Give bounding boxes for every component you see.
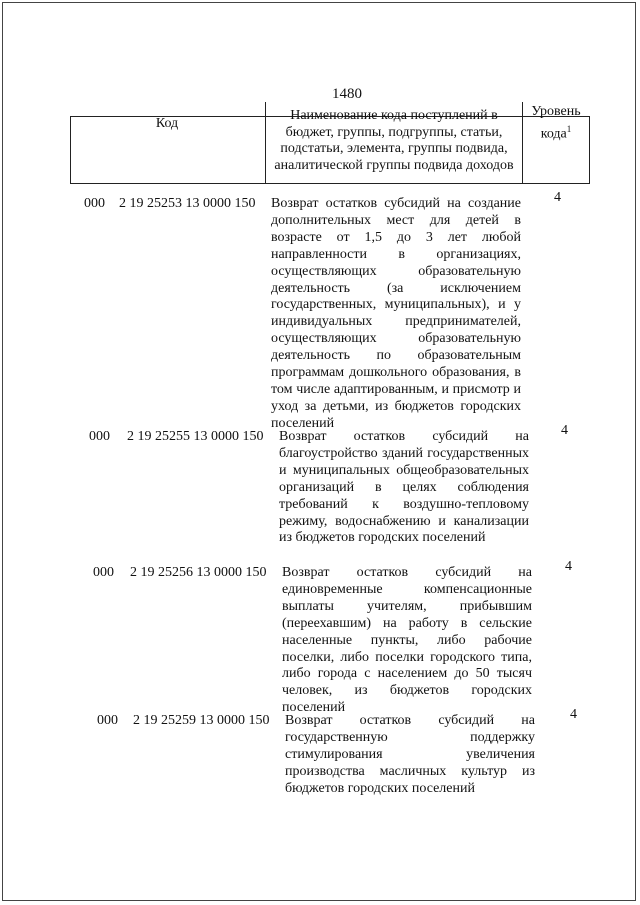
header-level-label: Уровень кода xyxy=(531,104,581,142)
code-level: 4 xyxy=(565,559,572,574)
header-level-footnote: 1 xyxy=(566,123,572,134)
admin-code: 000 xyxy=(84,196,105,211)
header-name: Наименование кода поступлений в бюджет, группы, подгруппы, статьи, подстатьи, элемента, группы подвида, аналитической группы подвида доходов xyxy=(274,108,514,173)
income-name: Возврат остатков субсидий на создание дополнительных мест для детей в возрасте от 1,5 до 3 лет любой направленности в организациях, осуществляющих образовательную деятельность (за исключением государственных, муниципальных), и у индивидуальных предпринимателей, осуществляющих образовательную деятельность по образовательным программам дошкольного образования, в том числе адаптированным, и присмотр и уход за детьми, из бюджетов городских поселений xyxy=(271,196,521,431)
code-level: 4 xyxy=(570,707,577,722)
code-level: 4 xyxy=(561,423,568,438)
income-name: Возврат остатков субсидий на единовременные компенсационные выплаты учителям, прибывшим (переехавшим) на работу в сельские населенные пункты, либо рабочие поселки, либо поселки городского типа, либо города с населением до 50 тысяч человек, из бюджетов городских поселений xyxy=(282,565,532,716)
income-code: 2 19 25255 13 0000 150 xyxy=(127,429,264,444)
income-name: Возврат остатков субсидий на государственную поддержку стимулирования увеличения производства масличных культур из бюджетов городских поселений xyxy=(285,713,535,796)
code-level: 4 xyxy=(554,190,561,205)
admin-code: 000 xyxy=(93,565,114,580)
header-code: Код xyxy=(155,116,179,131)
income-code: 2 19 25256 13 0000 150 xyxy=(130,565,267,580)
admin-code: 000 xyxy=(89,429,110,444)
header-bottom-border xyxy=(70,183,590,184)
income-name: Возврат остатков субсидий на благоустройство зданий государственных и муниципальных общеобразовательных организаций в целях соблюдения требований к воздушно-тепловому режиму, водоснабжению и канализации из бюджетов городских поселений xyxy=(279,429,529,546)
page-number: 1480 xyxy=(332,86,362,102)
admin-code: 000 xyxy=(97,713,118,728)
income-code: 2 19 25259 13 0000 150 xyxy=(133,713,270,728)
income-code: 2 19 25253 13 0000 150 xyxy=(119,196,256,211)
header-level xyxy=(522,104,590,143)
